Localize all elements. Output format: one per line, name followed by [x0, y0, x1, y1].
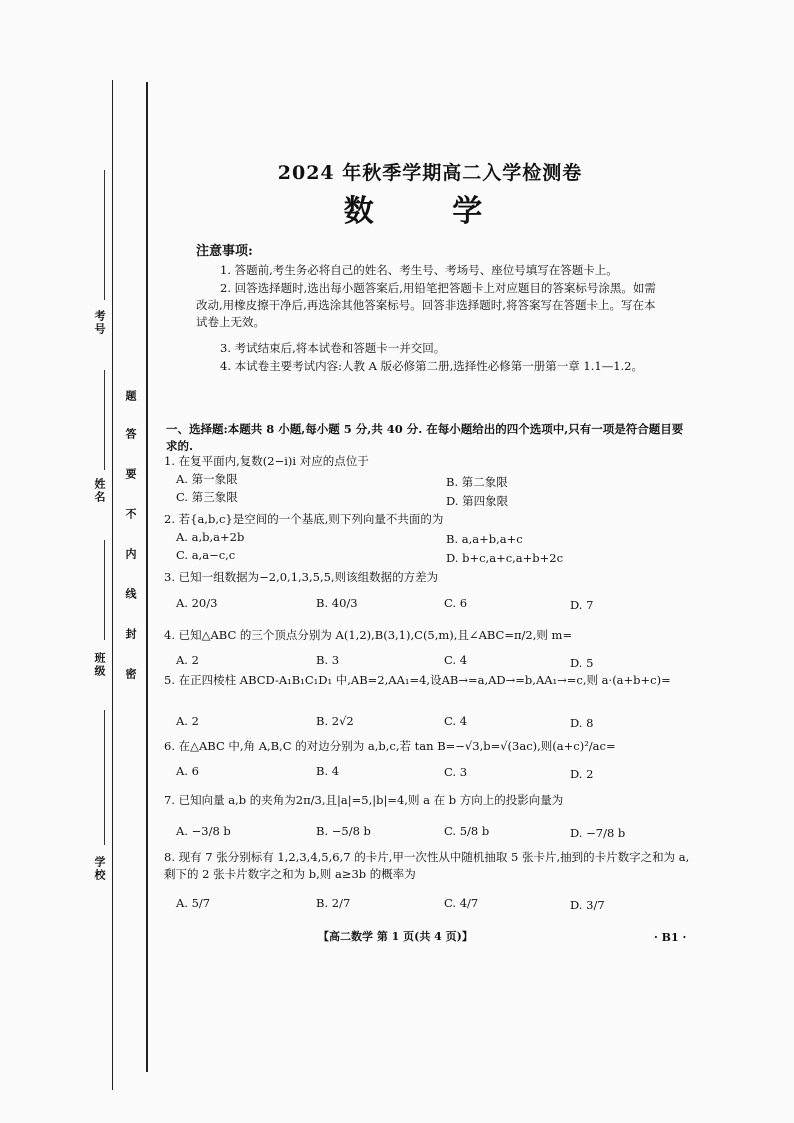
option-a: A. 2: [176, 714, 199, 728]
subject-title: 数 学: [343, 194, 517, 229]
option-d: D. 第四象限: [446, 494, 509, 508]
option-a: A. 6: [176, 764, 199, 778]
option-b: B. 第二象限: [446, 475, 508, 489]
question-stem: 5. 在正四棱柱 ABCD-A₁B₁C₁D₁ 中,AB=2,AA₁=4,设AB→=a,AD→=b,AA₁→=c,则 a·(a+b+c)=: [164, 673, 671, 687]
option-d: D. 3/7: [570, 898, 605, 912]
question-stem: 6. 在△ABC 中,角 A,B,C 的对边分别为 a,b,c,若 tan B=−√3,b=√(3ac),则(a+c)²/ac=: [164, 739, 616, 753]
seal-char: 不: [124, 508, 137, 521]
class-blank: [104, 540, 105, 640]
option-d: D. 8: [570, 716, 594, 730]
exam-no-blank: [104, 170, 105, 300]
option-c: C. 第三象限: [176, 490, 238, 504]
exam-no-label: 考号: [93, 310, 106, 336]
seal-char: 题: [124, 390, 137, 403]
option-c: C. 3: [444, 765, 468, 779]
option-d: D. −7/8 b: [570, 826, 626, 840]
exam-title: 2024 年秋季学期高二入学检测卷: [277, 162, 583, 184]
option-b: B. 4: [316, 764, 340, 778]
question-stem: 2. 若{a,b,c}是空间的一个基底,则下列向量不共面的为: [164, 512, 444, 526]
question-stem: 8. 现有 7 张分别标有 1,2,3,4,5,6,7 的卡片,甲一次性从中随机抽取 5 张卡片,抽到的卡片数字之和为 a,剩下的 2 张卡片数字之和为 b,则 a≥3b 的概率为: [164, 850, 690, 881]
binding-line-outer: [112, 80, 113, 1090]
seal-char: 线: [124, 588, 137, 601]
seal-char: 要: [124, 468, 137, 481]
option-b: B. 2/7: [316, 896, 351, 910]
option-a: A. a,b,a+2b: [176, 530, 245, 544]
question-stem: 4. 已知△ABC 的三个顶点分别为 A(1,2),B(3,1),C(5,m),且∠ABC=π/2,则 m=: [164, 628, 573, 642]
seal-char: 内: [124, 548, 137, 561]
option-b: B. 3: [316, 653, 340, 667]
name-label: 姓名: [93, 478, 106, 504]
notice-item: 2. 回答选择题时,选出每小题答案后,用铅笔把答题卡上对应题目的答案标号涂黑。如需改动,用橡皮擦干净后,再选涂其他答案标号。回答非选择题时,将答案写在答题卡上。写在本试卷上无效。: [196, 281, 656, 329]
school-label: 学校: [93, 856, 106, 882]
question-stem: 3. 已知一组数据为−2,0,1,3,5,5,则该组数据的方差为: [164, 570, 439, 584]
question-stem: 1. 在复平面内,复数(2−i)i 对应的点位于: [164, 454, 369, 468]
option-a: A. 第一象限: [176, 472, 238, 486]
section-heading: 一、选择题:本题共 8 小题,每小题 5 分,共 40 分. 在每小题给出的四个选项中,只有一项是符合题目要求的.: [166, 422, 684, 453]
option-a: A. 2: [176, 653, 199, 667]
option-d: D. 5: [570, 656, 594, 670]
seal-char: 封: [124, 628, 137, 641]
paper-code: · B1 ·: [654, 931, 687, 944]
option-b: B. −5/8 b: [316, 824, 371, 838]
notice-item: 1. 答题前,考生务必将自己的姓名、考生号、考场号、座位号填写在答题卡上。: [220, 263, 618, 277]
option-c: C. 5/8 b: [444, 824, 490, 838]
seal-char: 密: [124, 668, 137, 681]
notice-item: 4. 本试卷主要考试内容:人教 A 版必修第二册,选择性必修第一册第一章 1.1—1.2。: [220, 359, 644, 373]
option-a: A. 20/3: [176, 596, 218, 610]
binding-line-inner: [146, 82, 148, 1072]
option-b: B. a,a+b,a+c: [446, 532, 523, 546]
option-c: C. 6: [444, 596, 468, 610]
option-c: C. a,a−c,c: [176, 548, 236, 562]
school-blank: [104, 710, 105, 845]
option-c: C. 4: [444, 653, 468, 667]
option-d: D. b+c,a+c,a+b+2c: [446, 551, 564, 565]
notice-item: 3. 考试结束后,将本试卷和答题卡一并交回。: [220, 341, 446, 355]
option-a: A. 5/7: [176, 896, 211, 910]
option-a: A. −3/8 b: [176, 824, 231, 838]
option-c: C. 4/7: [444, 896, 479, 910]
option-d: D. 7: [570, 598, 594, 612]
page-footer: 【高二数学 第 1 页(共 4 页)】: [318, 930, 473, 943]
question-stem: 7. 已知向量 a,b 的夹角为2π/3,且|a|=5,|b|=4,则 a 在 b 方向上的投影向量为: [164, 793, 564, 807]
option-d: D. 2: [570, 767, 594, 781]
notice-heading: 注意事项:: [196, 244, 253, 259]
option-b: B. 2√2: [316, 714, 354, 728]
class-label: 班级: [93, 652, 106, 678]
option-c: C. 4: [444, 714, 468, 728]
option-b: B. 40/3: [316, 596, 358, 610]
name-blank: [104, 370, 105, 470]
seal-char: 答: [124, 428, 137, 441]
